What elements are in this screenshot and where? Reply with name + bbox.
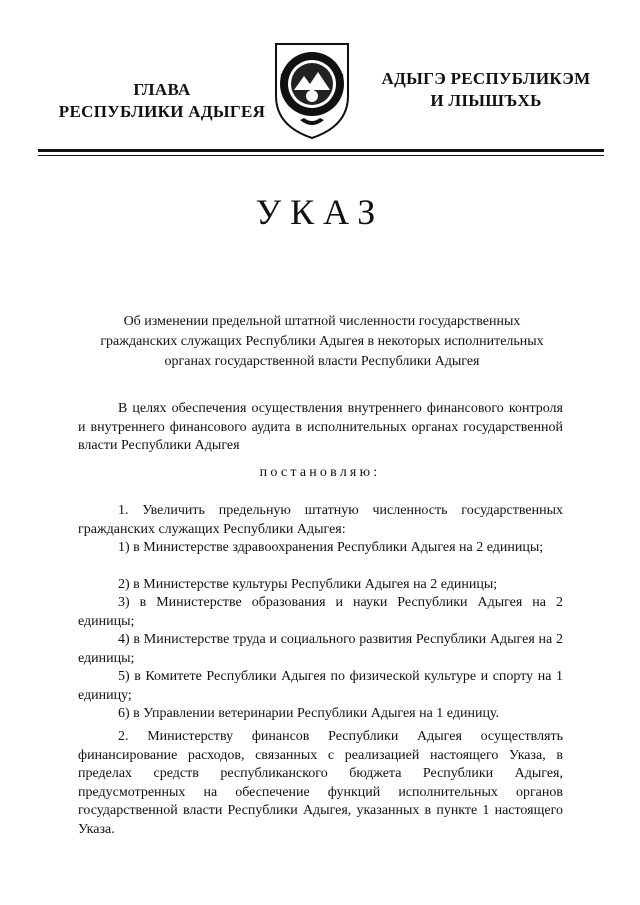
preamble-paragraph: В целях обеспечения осуществления внутреннего финансового контроля и внутреннего финансового аудита в исполнительных органах государственной власти Республики Адыгея	[78, 401, 563, 454]
header-divider-thin	[38, 155, 604, 156]
header-left	[52, 79, 272, 123]
header-right-line2: И ЛІЫШЪХЬ	[430, 91, 542, 110]
point1-item: 3) в Министерстве образования и науки Республики Адыгея на 2 единицы;	[78, 595, 563, 629]
header-divider-thick	[38, 149, 604, 152]
point2-paragraph: 2. Министерству финансов Республики Адыгея осуществлять финансирование расходов, связанных с реализацией настоящего Указа, в пределах средств республиканского бюджета Республики Адыгея, предусмотренных на обеспечение функций исполнительных органов государственной власти Республики Адыгея, указанных в пункте 1 настоящего Указа.	[78, 729, 563, 837]
header-left-line2: РЕСПУБЛИКИ АДЫГЕЯ	[58, 102, 266, 121]
document-subject	[80, 312, 564, 372]
header-left-line1: ГЛАВА	[133, 80, 191, 99]
point1-intro: 1. Увеличить предельную штатную численность государственных гражданских служащих Республики Адыгея:	[78, 503, 563, 537]
document-title: УКАЗ	[255, 192, 385, 232]
subject-line3: органах государственной власти Республики Адыгея	[164, 354, 480, 369]
header-right	[366, 68, 606, 112]
point1-item: 5) в Комитете Республики Адыгея по физической культуре и спорту на 1 единицу;	[78, 669, 563, 703]
point1-item: 1) в Министерстве здравоохранения Республики Адыгея на 2 единицы;	[118, 540, 544, 555]
subject-line2: гражданских служащих Республики Адыгея в некоторых исполнительных	[100, 334, 544, 349]
header-right-line1: АДЫГЭ РЕСПУБЛИКЭМ	[381, 69, 591, 88]
point1-item: 4) в Министерстве труда и социального развития Республики Адыгея на 2 единицы;	[78, 632, 563, 666]
subject-line1: Об изменении предельной штатной численности государственных	[123, 314, 521, 329]
point1-item: 2) в Министерстве культуры Республики Адыгея на 2 единицы;	[118, 577, 498, 592]
coat-of-arms-emblem	[270, 40, 354, 140]
resolve-word: постановляю:	[259, 465, 381, 480]
point1-item: 6) в Управлении ветеринарии Республики Адыгея на 1 единицу.	[118, 706, 500, 721]
